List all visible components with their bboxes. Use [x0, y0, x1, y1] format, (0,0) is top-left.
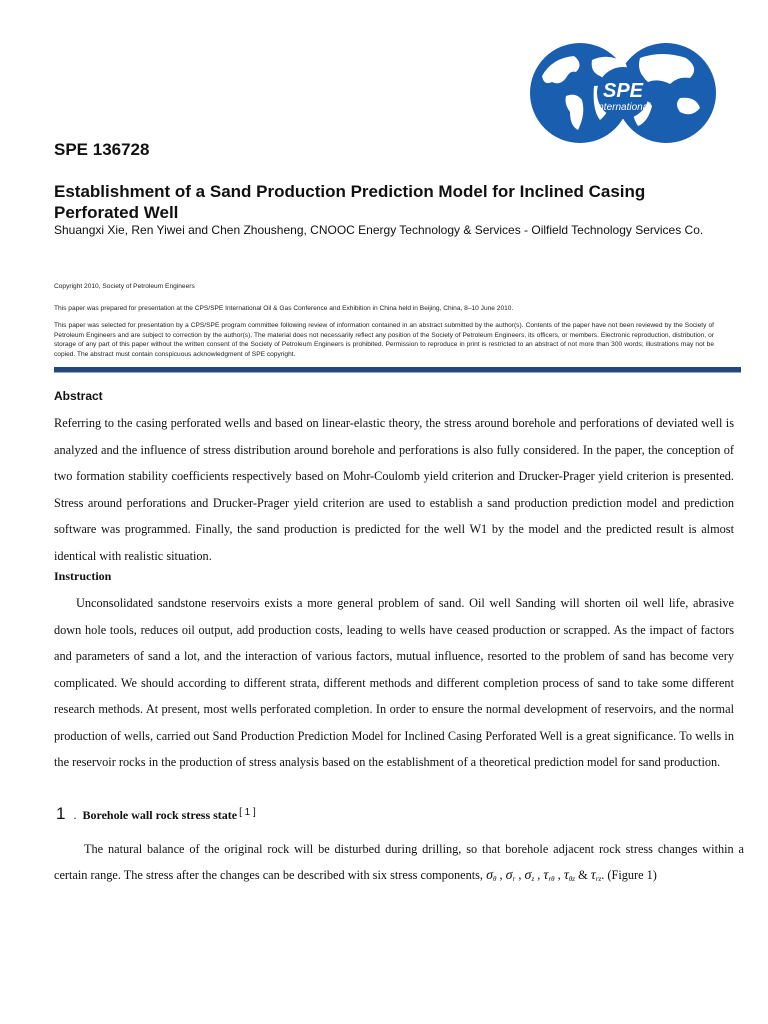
- tau-rtheta-symbol: $\tau_{r\theta}$: [543, 868, 555, 883]
- instruction-body: Unconsolidated sandstone reservoirs exists a more general problem of sand. Oil well Sanding will shorten oil well life, abrasive down hole tools, reduces oil output, add production costs, leading to wells have ceased production or scrapped. As the impact of factors and parameters of sand a lot, and the interaction of various factors, mutual influence, resorted to the problem of sand has become very complicated. We should according to different strata, different methods and different completion process of sand to take some different research methods. At present, most wells perforated completion. In order to ensure the normal development of reservoirs, and the normal production of wells, carried out Sand Production Prediction Model for Inclined Casing Perforated Well is a great significance. To wells in the reservoir rocks in the production of stress analysis based on the establishment of a theoretical prediction model for sand production.: [54, 596, 734, 769]
- tau-rz-symbol: $\tau_{rz}$: [590, 868, 602, 883]
- stress-text: The natural balance of the original rock will be disturbed during drilling, so that borehole adjacent rock stress changes within a certain range. The stress after the changes can be described with six stress components,: [54, 842, 744, 882]
- section-heading-1: [56, 804, 256, 824]
- logo-spe-text: SPE: [602, 80, 644, 102]
- header-divider: [54, 367, 741, 373]
- logo-international-text: International: [595, 102, 651, 113]
- citation-ref: [ 1 ]: [239, 807, 256, 818]
- stress-paragraph: The natural balance of the original rock will be disturbed during drilling, so that borehole adjacent rock stress changes within a certain range. The stress after the changes can be described with six stress components, $\sigma_\theta$ , $\sigma_r$ , $\sigma_z$ , $\tau_{r\theta}$ , $\tau_{\theta z}$ & $\tau_{rz}$. (Figure 1): [54, 842, 744, 883]
- section-number: 1: [56, 804, 66, 823]
- selection-notice: This paper was selected for presentation by a CPS/SPE program committee following review of information contained in an abstract submitted by the author(s). Contents of the paper have not been reviewed by the Society of Petroleum Engineers and are subject to correction by the author(s). The material does not necessarily reflect any position of the Society of Petroleum Engineers, its officers, or members. Electronic reproduction, distribution, or storage of any part of this paper without the written consent of the Society of Petroleum Engineers is prohibited. Permission to reproduce in print is restricted to an abstract of not more than 300 words; illustrations may not be copied. The abstract must contain conspicuous acknowledgment of SPE copyright.: [54, 322, 714, 358]
- paper-title: Establishment of a Sand Production Prediction Model for Inclined Casing Perforated Well: [54, 182, 646, 222]
- section-title: Borehole wall rock stress state: [82, 808, 238, 822]
- abstract-heading: Abstract: [54, 389, 103, 403]
- figure-reference: . (Figure 1): [601, 868, 657, 882]
- sigma-r-symbol: $\sigma_r$: [505, 868, 516, 883]
- section-dot: .: [73, 808, 77, 822]
- instruction-heading: Instruction: [54, 569, 112, 583]
- tau-thetaz-symbol: $\tau_{\theta z}$: [563, 868, 576, 883]
- ampersand: &: [578, 868, 588, 882]
- copyright-notice: Copyright 2010, Society of Petroleum Engineers: [54, 283, 195, 290]
- abstract-body: Referring to the casing perforated wells and based on linear-elastic theory, the stress around borehole and perforations of deviated well is analyzed and the influence of stress distribution around borehole and perforations is also fully considered. In the paper, the conception of two formation stability coefficients respectively based on Mohr-Coulomb yield criterion and Drucker-Prager yield criterion is presented. Stress around perforations and Drucker-Prager yield criterion are used to establish a sand production prediction model and prediction software was programmed. Finally, the sand production is predicted for the well W1 by the model and the predicted result is almost identical with realistic situation.: [54, 416, 734, 563]
- paper-number: SPE 136728: [54, 140, 150, 159]
- sigma-theta-symbol: $\sigma_\theta$: [486, 868, 497, 883]
- authors: Shuangxi Xie, Ren Yiwei and Chen Zhousheng, CNOOC Energy Technology & Services - Oilfield Technology Services Co.: [54, 223, 704, 237]
- prepared-notice: This paper was prepared for presentation at the CPS/SPE International Oil & Gas Conference and Exhibition in China held in Beijing, China, 8–10 June 2010.: [54, 305, 514, 312]
- spe-international-logo: [530, 42, 716, 144]
- sigma-z-symbol: $\sigma_z$: [524, 868, 535, 883]
